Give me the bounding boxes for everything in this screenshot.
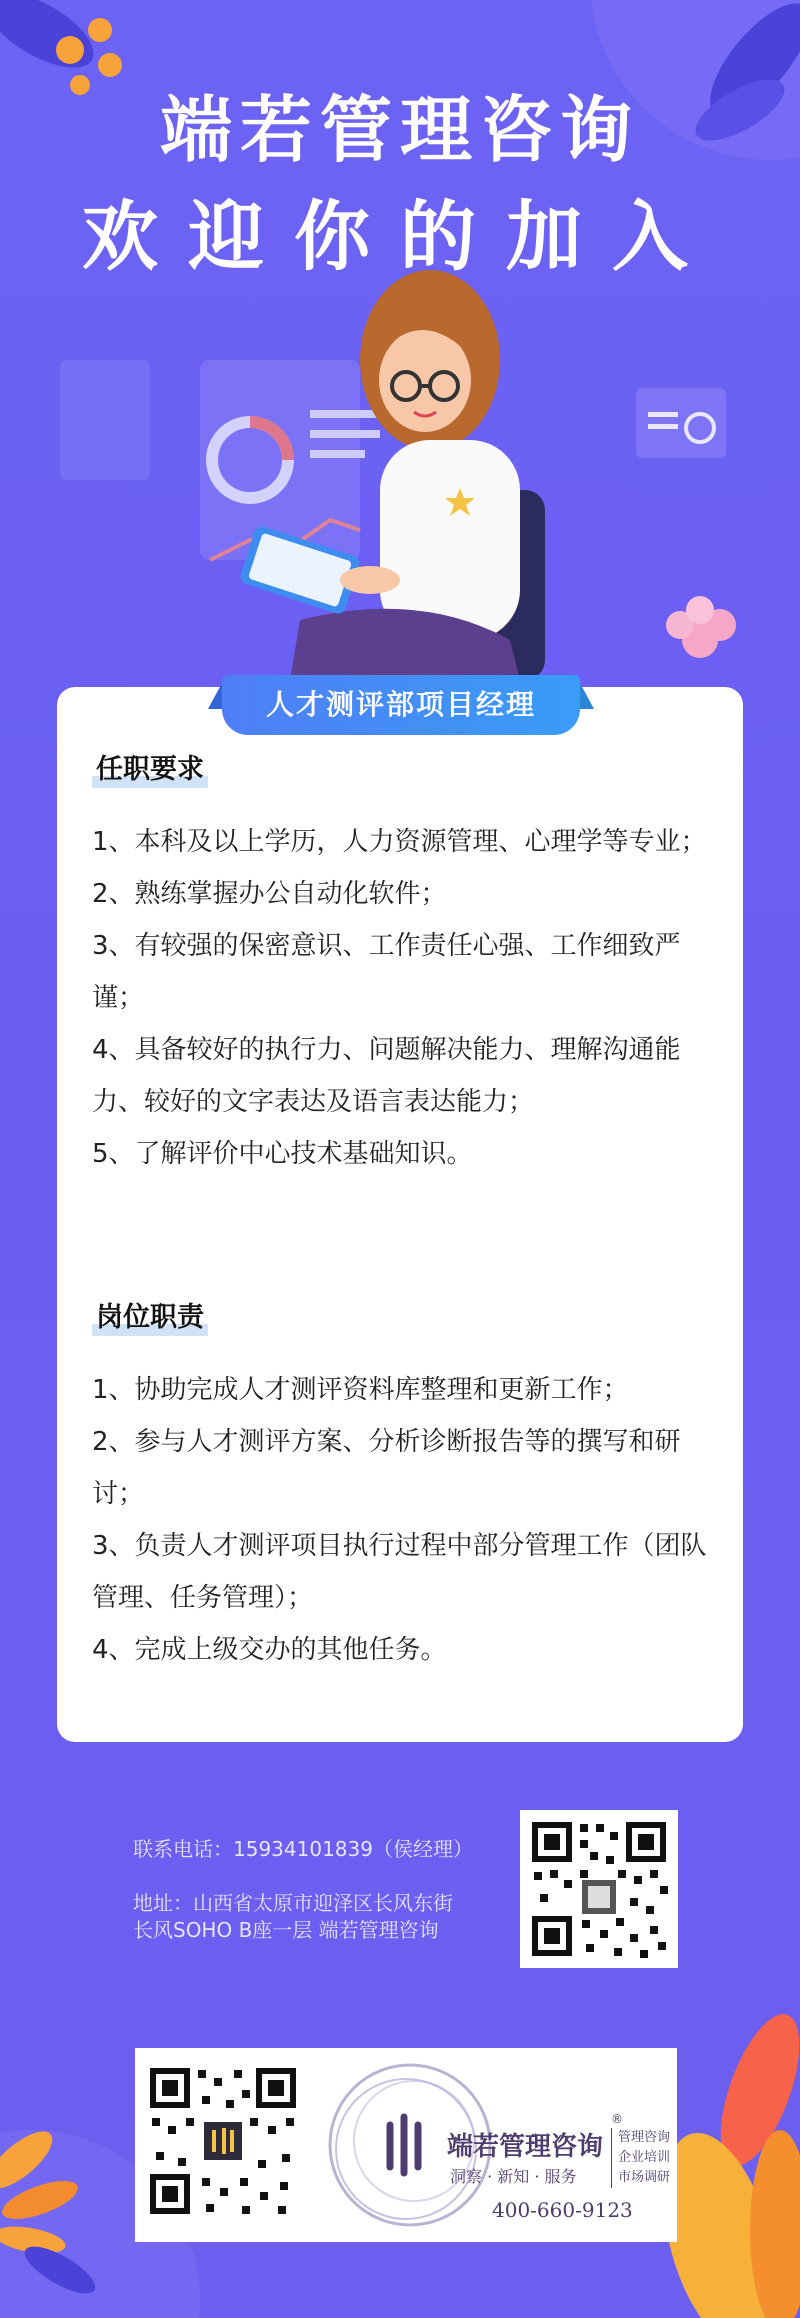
contact-address-line2: 长风SOHO B座一层 端若管理咨询 [133,1918,439,1942]
requirements-heading: 任职要求 [96,747,204,786]
list-item: 3、有较强的保密意识、工作责任心强、工作细致严谨； [92,931,681,1013]
list-item: 4、具备较好的执行力、问题解决能力、理解沟通能力、较好的文字表达及语言表达能力； [92,1035,681,1117]
contact-address-line1: 地址：山西省太原市迎泽区长风东街 [133,1891,453,1915]
list-item: 3、负责人才测评项目执行过程中部分管理工作（团队管理、任务管理）； [92,1531,707,1613]
company-services [611,2128,670,2188]
flower-decoration-icon [666,596,736,658]
list-item: 2、参与人才测评方案、分析诊断报告等的撰写和研讨； [92,1427,681,1509]
qr-code[interactable] [520,1810,678,1968]
service-item: 市场调研 [618,2170,671,2185]
duties-list [92,1364,712,1676]
registered-mark: ® [611,2112,623,2126]
page-subtitle: 欢迎你的加入 [82,192,718,281]
list-item: 5、了解评价中心技术基础知识。 [92,1139,473,1169]
requirements-list [92,816,712,1180]
duties-heading: 岗位职责 [96,1295,204,1334]
list-item: 1、本科及以上学历，人力资源管理、心理学等专业； [92,827,707,857]
list-item: 1、协助完成人才测评资料库整理和更新工作； [92,1375,629,1405]
company-hotline: 400-660-9123 [492,2198,633,2222]
list-item: 4、完成上级交办的其他任务。 [92,1635,447,1665]
qr-code-icon [142,2060,304,2222]
page-title: 端若管理咨询 [159,88,640,172]
job-title-ribbon: 人才测评部项目经理 [222,675,580,735]
service-item: 企业培训 [618,2150,671,2165]
qr-code-icon [520,1810,678,1968]
list-item: 2、熟练掌握办公自动化软件； [92,879,447,909]
company-slogan: 洞察 · 新知 · 服务 [450,2167,577,2186]
contact-phone: 联系电话：15934101839（侯经理） [133,1837,473,1861]
service-item: 管理咨询 [618,2130,671,2145]
company-logo-name: 端若管理咨询 [447,2132,604,2162]
company-qr-code[interactable] [142,2060,304,2222]
